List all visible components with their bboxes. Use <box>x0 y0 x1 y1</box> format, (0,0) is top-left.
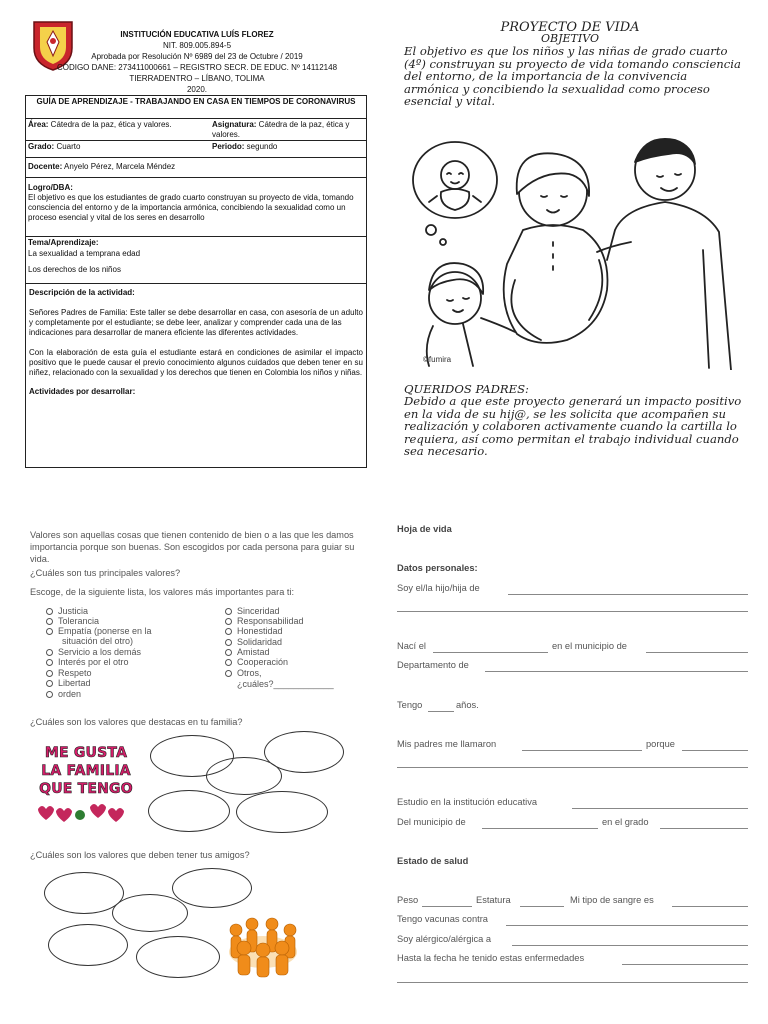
proyecto-title: PROYECTO DE VIDA <box>500 20 640 35</box>
institution-name: INSTITUCIÓN EDUCATIVA LUÍS FLOREZ <box>120 30 274 39</box>
padres-title: QUERIDOS PADRES: <box>404 382 529 396</box>
question-principal-values: ¿Cuáles son tus principales valores? <box>30 568 181 578</box>
logro-label: Logro/DBA: <box>28 183 73 192</box>
list-item: Servicio a los demás <box>46 647 141 657</box>
dane-code: CÓDIGO DANE: 273411000661 – REGISTRO SECR. DE EDUC. Nº 14112148 <box>56 63 338 72</box>
list-item: Honestidad <box>225 626 283 636</box>
list-item: Solidaridad <box>225 637 282 647</box>
peso-field[interactable] <box>422 906 472 907</box>
departamento-label: Departamento de <box>397 660 469 670</box>
vacunas-field[interactable] <box>506 925 748 926</box>
departamento-field[interactable] <box>485 671 748 672</box>
guide-title: GUÍA DE APRENDIZAJE - TRABAJANDO EN CASA EN TIEMPOS DE CORONAVIRUS <box>26 96 366 119</box>
approval-resolution: Aprobada por Resolución Nº 6989 del 23 de Octubre / 2019 <box>91 52 303 61</box>
list-item: Interés por el otro <box>46 657 129 667</box>
padres-label: Mis padres me llamaron <box>397 739 497 749</box>
asignatura-label: Asignatura: <box>212 120 257 129</box>
list-item: Responsabilidad <box>225 616 304 626</box>
grade-field[interactable] <box>660 828 748 829</box>
list-item: Otros, <box>225 668 262 678</box>
school-municipio-field[interactable] <box>482 828 598 829</box>
graphic-line-1: ME GUSTA <box>44 745 128 761</box>
birth-date-field[interactable] <box>433 652 548 653</box>
periodo-label: Periodo: <box>212 142 245 151</box>
sangre-label: Mi tipo de sangre es <box>570 895 654 905</box>
hijo-field-line-2[interactable] <box>397 611 748 612</box>
list-item: orden <box>46 689 81 699</box>
estatura-field[interactable] <box>520 906 564 907</box>
list-item: Libertad <box>46 678 91 688</box>
copyright-text: ©fumira <box>423 355 452 364</box>
estado-salud-heading: Estado de salud <box>397 856 469 866</box>
porque-field[interactable] <box>682 750 748 751</box>
datos-personales-heading: Datos personales: <box>397 563 478 573</box>
tema-item-2: Los derechos de los niños <box>28 265 121 274</box>
school-location: TIERRADENTRO – LÍBANO, TOLIMA <box>129 74 265 83</box>
naci-label: Nací el <box>397 641 426 651</box>
proyecto-objective: El objetivo es que los niños y las niñas de grado cuarto (4º) construyan su proyecto de vida tomando consciencia del entorno, de la importancia de la convivencia armónica y concibiendo la sexualidad como proceso esencial y vital. <box>404 44 741 109</box>
list-item: Justicia <box>46 606 88 616</box>
estudio-label: Estudio en la institución educativa <box>397 797 538 807</box>
list-item: Empatía (ponerse en la <box>46 626 152 636</box>
graphic-line-2: LA FAMILIA <box>41 763 131 779</box>
docente-value: Anyelo Pérez, Marcela Méndez <box>62 162 176 171</box>
enfermedades-field[interactable] <box>622 964 748 965</box>
institution-field[interactable] <box>572 808 748 809</box>
nit: NIT. 809.005.894-5 <box>162 41 232 50</box>
alergico-field[interactable] <box>512 945 748 946</box>
list-item: Respeto <box>46 668 92 678</box>
birth-municipio-field[interactable] <box>646 652 748 653</box>
hijo-field[interactable] <box>508 594 748 595</box>
description-paragraph-1: Señores Padres de Familia: Este taller se debe desarrollar en casa, con asesoría de un adulto y completamente por el estudiante; se debe leer, analizar y comprender cada una de las indicaciones para desarrollar de manera eficiente las diferentes actividades. <box>29 308 363 337</box>
list-item: Amistad <box>225 647 270 657</box>
proyecto-subtitle: OBJETIVO <box>541 32 599 45</box>
tengo-label: Tengo <box>397 700 423 710</box>
name-field[interactable] <box>522 750 642 751</box>
list-item: Tolerancia <box>46 616 99 626</box>
periodo-value: segundo <box>244 142 278 151</box>
area-label: Área: <box>28 120 49 129</box>
estatura-label: Estatura <box>476 895 511 905</box>
grado-value: Cuarto <box>54 142 81 151</box>
hijo-label: Soy el/la hijo/hija de <box>397 583 480 593</box>
grado-label: en el grado <box>602 817 649 827</box>
logro-text: El objetivo es que los estudiantes de grado cuarto construyan su proyecto de vida, tomando consciencia del entorno y de la importancia armónica, concibiendo la sexualidad como un proceso esencial y vital de los seres en desarrollo <box>28 193 354 222</box>
tema-label: Tema/Aprendizaje: <box>28 238 99 247</box>
age-field[interactable] <box>428 711 454 712</box>
peso-label: Peso <box>397 895 419 905</box>
alergico-label: Soy alérgico/alérgica a <box>397 934 492 944</box>
graphic-line-3: QUE TENGO <box>39 781 133 797</box>
municipio-label: en el municipio de <box>552 641 627 651</box>
vacunas-label: Tengo vacunas contra <box>397 914 488 924</box>
anos-label: años. <box>456 700 479 710</box>
hoja-title: Hoja de vida <box>397 524 452 534</box>
asignatura-value: Cátedra de la paz, ética y valores. <box>212 120 350 139</box>
description-label: Descripción de la actividad: <box>29 288 135 297</box>
padres-text: Debido a que este proyecto generará un impacto positivo en la vida de su hij@, se les solicita que acompañen su realización y colaboren activamente cuando la cartilla lo requiera, así como permitan el trabajo individual cuando sea necesario. <box>404 394 742 459</box>
docente-label: Docente: <box>28 162 63 171</box>
tema-item-1: La sexualidad a temprana edad <box>28 249 141 258</box>
grado-label: Grado: <box>28 142 55 151</box>
valores-intro: Valores son aquellas cosas que tienen contenido de bien o a las que les damos importancia porque son buenas. Son escogidos por cada persona para guiar su vida. <box>30 530 355 564</box>
enfermedades-field-line-2[interactable] <box>397 982 748 983</box>
porque-field-line-2[interactable] <box>397 767 748 768</box>
del-municipio-label: Del municipio de <box>397 817 466 827</box>
list-item-blank[interactable]: ¿cuáles?____________ <box>237 679 334 689</box>
blood-type-field[interactable] <box>672 906 748 907</box>
enfermedades-label: Hasta la fecha he tenido estas enfermedades <box>397 953 585 963</box>
actividades-label: Actividades por desarrollar: <box>29 387 136 396</box>
list-item: Cooperación <box>225 657 288 667</box>
question-choose-instruction: Escoge, de la siguiente lista, los valores más importantes para ti: <box>30 587 295 597</box>
question-family-values: ¿Cuáles son los valores que destacas en tu familia? <box>30 717 243 727</box>
area-value: Cátedra de la paz, ética y valores. <box>48 120 172 129</box>
description-paragraph-2: Con la elaboración de esta guía el estudiante estará en condiciones de asimilar el impacto positivo que le puede causar el previo conocimiento algunos cuidados que deben tener en su niñez, relacionado con la sexualidad y los derechos que tienen en Colombia los niños y niñas. <box>29 348 363 377</box>
list-item-continuation: situación del otro) <box>62 636 134 646</box>
list-item: Sinceridad <box>225 606 280 616</box>
school-year: 2020. <box>186 85 208 94</box>
porque-label: porque <box>646 739 675 749</box>
question-friend-values: ¿Cuáles son los valores que deben tener tus amigos? <box>30 850 250 860</box>
